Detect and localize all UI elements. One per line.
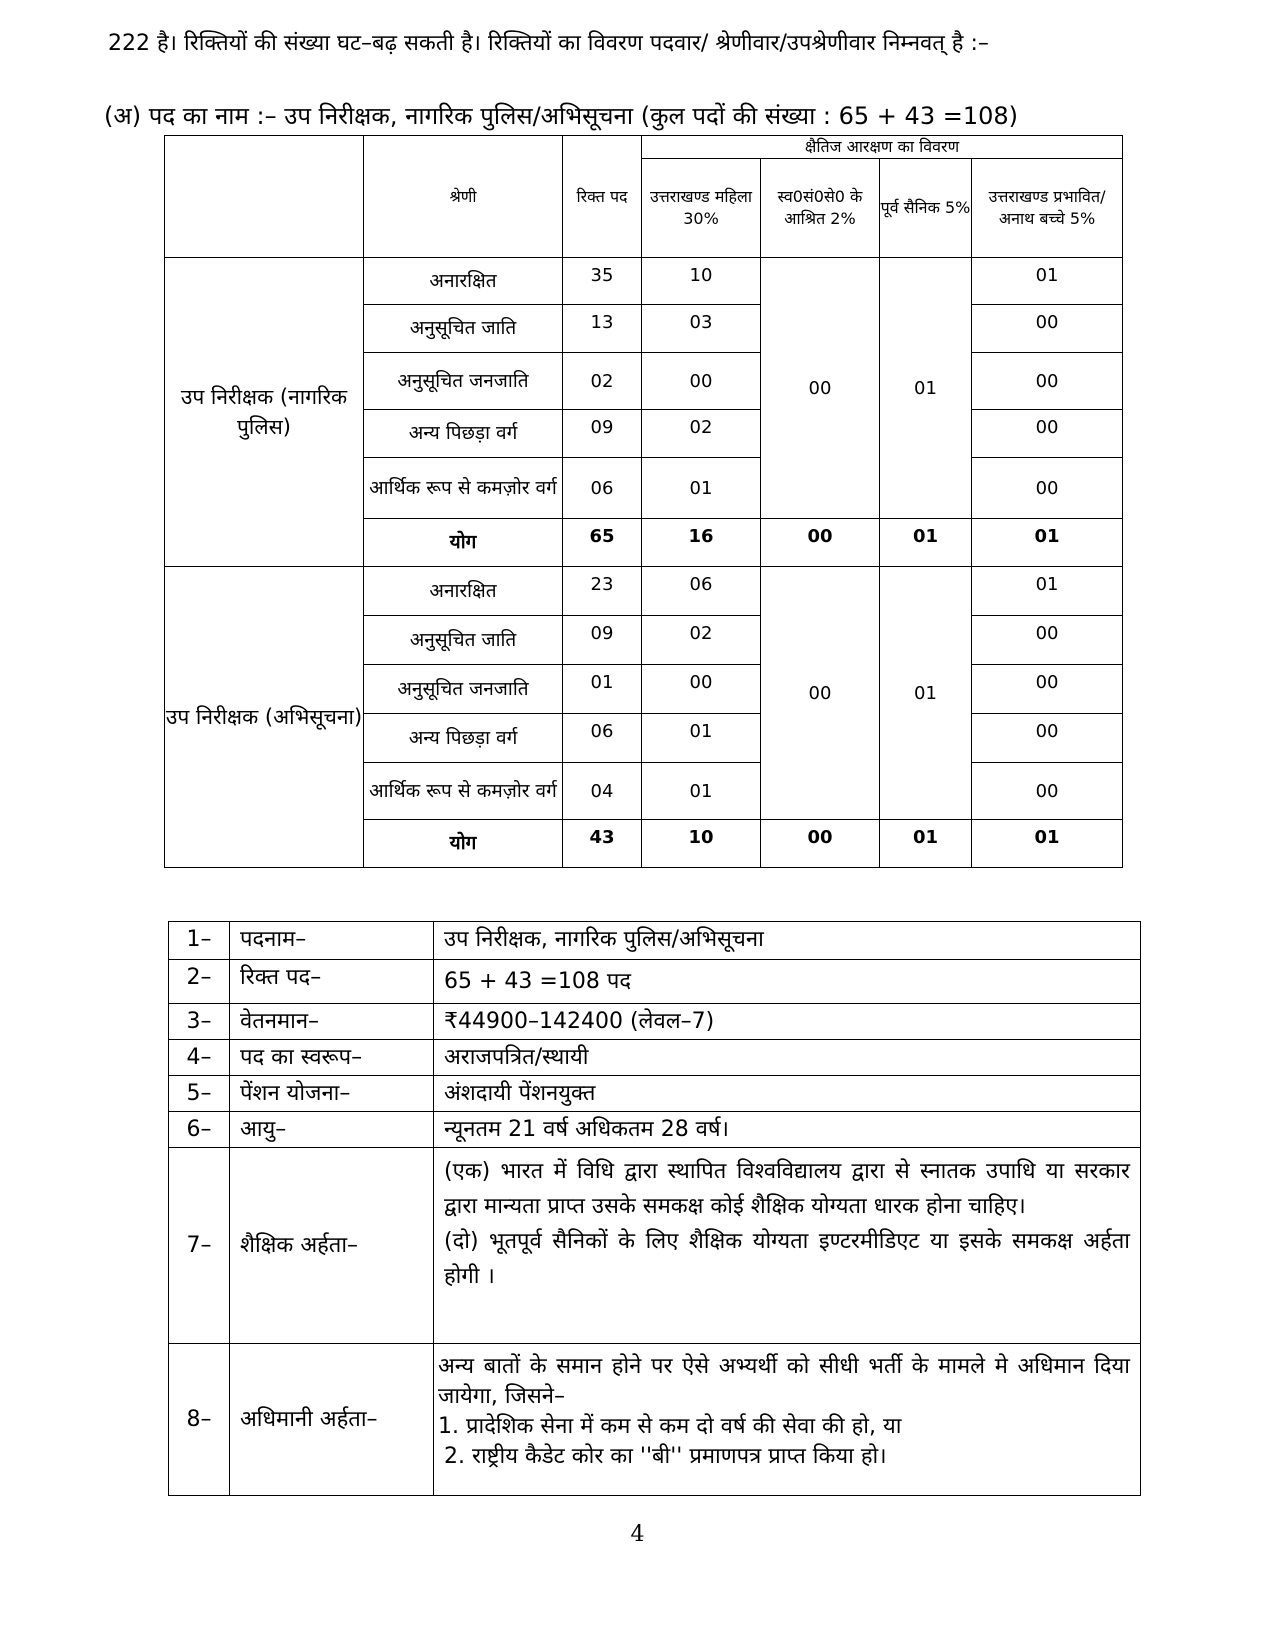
vacant-cell: 01 bbox=[563, 665, 642, 714]
detail-value: न्यूनतम 21 वर्ष अधिकतम 28 वर्ष। bbox=[434, 1112, 1141, 1148]
post-heading: (अ) पद का नाम :– उप निरीक्षक, नागरिक पुलिस/अभिसूचना (कुल पदों की संख्या : 65 + 43 =108) bbox=[104, 102, 1018, 130]
total-vacant: 43 bbox=[563, 820, 642, 868]
affected-cell: 00 bbox=[972, 410, 1123, 458]
post-name-cell: उप निरीक्षक (नागरिक पुलिस) bbox=[165, 258, 364, 567]
detail-number: 4– bbox=[169, 1040, 230, 1076]
vacant-cell: 06 bbox=[563, 714, 642, 763]
category-cell: आर्थिक रूप से कमज़ोर वर्ग bbox=[364, 458, 563, 519]
affected-cell: 00 bbox=[972, 665, 1123, 714]
category-cell: अन्य पिछड़ा वर्ग bbox=[364, 714, 563, 763]
intro-paragraph: 222 है। रिक्तियों की संख्या घट–बढ़ सकती है। रिक्तियों का विवरण पदवार/ श्रेणीवार/उपश्रेणीवार निम्नवत् है :– bbox=[108, 31, 989, 56]
qualification-one: (एक) भारत में विधि द्वारा स्थापित विश्वविद्यालय द्वारा से स्नातक उपाधि या सरकार द्वारा मान्यता प्राप्त उसके समकक्ष कोई शैक्षिक योग्यता धारक होना चाहिए। bbox=[444, 1159, 1130, 1219]
category-cell: अनारक्षित bbox=[364, 567, 563, 616]
detail-row bbox=[169, 1344, 1141, 1496]
table-row bbox=[165, 258, 1123, 305]
detail-value bbox=[434, 1148, 1141, 1344]
detail-row bbox=[169, 922, 1141, 960]
women-header: उत्तराखण्ड महिला 30% bbox=[642, 159, 761, 258]
total-women: 10 bbox=[642, 820, 761, 868]
freedom-fighter-cell: 00 bbox=[761, 258, 880, 519]
detail-number: 8– bbox=[169, 1344, 230, 1496]
affected-cell: 00 bbox=[972, 305, 1123, 353]
affected-cell: 00 bbox=[972, 616, 1123, 665]
women-cell: 01 bbox=[642, 714, 761, 763]
vacant-cell: 09 bbox=[563, 616, 642, 665]
preference-intro: अन्य बातों के समान होने पर ऐसे अभ्यर्थी को सीधी भर्ती के मामले मे अधिमान दिया जायेगा, जिसने– bbox=[438, 1354, 1130, 1409]
detail-value: ₹44900–142400 (लेवल–7) bbox=[434, 1004, 1141, 1040]
affected-cell: 00 bbox=[972, 714, 1123, 763]
ex-army-cell: 01 bbox=[880, 567, 972, 820]
ex-army-header: पूर्व सैनिक 5% bbox=[880, 159, 972, 258]
total-affected: 01 bbox=[972, 519, 1123, 567]
detail-number: 1– bbox=[169, 922, 230, 960]
detail-label: वेतनमान– bbox=[230, 1004, 434, 1040]
detail-number: 7– bbox=[169, 1148, 230, 1344]
women-cell: 01 bbox=[642, 763, 761, 820]
women-cell: 00 bbox=[642, 665, 761, 714]
vacant-cell: 09 bbox=[563, 410, 642, 458]
affected-cell: 01 bbox=[972, 567, 1123, 616]
category-cell: अनुसूचित जनजाति bbox=[364, 353, 563, 410]
detail-value: 65 + 43 =108 पद bbox=[434, 960, 1141, 1004]
ex-army-cell: 01 bbox=[880, 258, 972, 519]
vacant-cell: 06 bbox=[563, 458, 642, 519]
category-cell: आर्थिक रूप से कमज़ोर वर्ग bbox=[364, 763, 563, 820]
vacant-cell: 02 bbox=[563, 353, 642, 410]
detail-label: आयु– bbox=[230, 1112, 434, 1148]
total-label: योग bbox=[364, 820, 563, 868]
horizontal-reservation-header: क्षैतिज आरक्षण का विवरण bbox=[642, 136, 1123, 159]
category-cell: अनुसूचित जाति bbox=[364, 305, 563, 353]
vacant-cell: 23 bbox=[563, 567, 642, 616]
total-freedom-fighter: 00 bbox=[761, 820, 880, 868]
detail-value: अराजपत्रित/स्थायी bbox=[434, 1040, 1141, 1076]
freedom-fighter-header: स्व0सं0से0 के आश्रित 2% bbox=[761, 159, 880, 258]
women-cell: 00 bbox=[642, 353, 761, 410]
affected-orphan-header: उत्तराखण्ड प्रभावित/ अनाथ बच्चे 5% bbox=[972, 159, 1123, 258]
detail-label: शैक्षिक अर्हता– bbox=[230, 1148, 434, 1344]
detail-number: 2– bbox=[169, 960, 230, 1004]
blank-header-cell bbox=[165, 136, 364, 258]
women-cell: 01 bbox=[642, 458, 761, 519]
detail-label: पदनाम– bbox=[230, 922, 434, 960]
vacant-cell: 35 bbox=[563, 258, 642, 305]
category-cell: अनुसूचित जनजाति bbox=[364, 665, 563, 714]
vacant-cell: 13 bbox=[563, 305, 642, 353]
women-cell: 02 bbox=[642, 410, 761, 458]
post-name-cell: उप निरीक्षक (अभिसूचना) bbox=[165, 567, 364, 868]
detail-row bbox=[169, 1112, 1141, 1148]
detail-number: 3– bbox=[169, 1004, 230, 1040]
category-cell: अन्य पिछड़ा वर्ग bbox=[364, 410, 563, 458]
category-cell: अनुसूचित जाति bbox=[364, 616, 563, 665]
qualification-two: (दो) भूतपूर्व सैनिकों के लिए शैक्षिक योग्यता इण्टरमीडिएट या इसके समकक्ष अर्हता होगी । bbox=[444, 1229, 1130, 1289]
detail-row bbox=[169, 1004, 1141, 1040]
women-cell: 03 bbox=[642, 305, 761, 353]
detail-number: 5– bbox=[169, 1076, 230, 1112]
detail-row bbox=[169, 960, 1141, 1004]
total-women: 16 bbox=[642, 519, 761, 567]
affected-cell: 01 bbox=[972, 258, 1123, 305]
total-ex-army: 01 bbox=[880, 519, 972, 567]
affected-cell: 00 bbox=[972, 458, 1123, 519]
preference-point-1: 1. प्रादेशिक सेना में कम से कम दो वर्ष की सेवा की हो, या bbox=[438, 1414, 902, 1439]
detail-value bbox=[434, 1344, 1141, 1496]
category-header: श्रेणी bbox=[364, 136, 563, 258]
post-details-table bbox=[168, 921, 1141, 1496]
detail-row bbox=[169, 1076, 1141, 1112]
table-row bbox=[165, 567, 1123, 616]
detail-label: अधिमानी अर्हता– bbox=[230, 1344, 434, 1496]
vacancy-table bbox=[164, 135, 1123, 868]
women-cell: 06 bbox=[642, 567, 761, 616]
women-cell: 02 bbox=[642, 616, 761, 665]
category-cell: अनारक्षित bbox=[364, 258, 563, 305]
total-vacant: 65 bbox=[563, 519, 642, 567]
page-number: 4 bbox=[630, 1522, 645, 1547]
detail-value: अंशदायी पेंशनयुक्त bbox=[434, 1076, 1141, 1112]
total-affected: 01 bbox=[972, 820, 1123, 868]
detail-label: पेंशन योजना– bbox=[230, 1076, 434, 1112]
detail-value: उप निरीक्षक, नागरिक पुलिस/अभिसूचना bbox=[434, 922, 1141, 960]
preference-point-2: 2. राष्ट्रीय कैडेट कोर का ''बी'' प्रमाणपत्र प्राप्त किया हो। bbox=[444, 1444, 887, 1469]
vacant-cell: 04 bbox=[563, 763, 642, 820]
freedom-fighter-cell: 00 bbox=[761, 567, 880, 820]
detail-row bbox=[169, 1040, 1141, 1076]
detail-label: पद का स्वरूप– bbox=[230, 1040, 434, 1076]
affected-cell: 00 bbox=[972, 353, 1123, 410]
total-freedom-fighter: 00 bbox=[761, 519, 880, 567]
women-cell: 10 bbox=[642, 258, 761, 305]
vacant-header: रिक्त पद bbox=[563, 136, 642, 258]
total-label: योग bbox=[364, 519, 563, 567]
detail-label: रिक्त पद– bbox=[230, 960, 434, 1004]
detail-row bbox=[169, 1148, 1141, 1344]
total-ex-army: 01 bbox=[880, 820, 972, 868]
affected-cell: 00 bbox=[972, 763, 1123, 820]
detail-number: 6– bbox=[169, 1112, 230, 1148]
